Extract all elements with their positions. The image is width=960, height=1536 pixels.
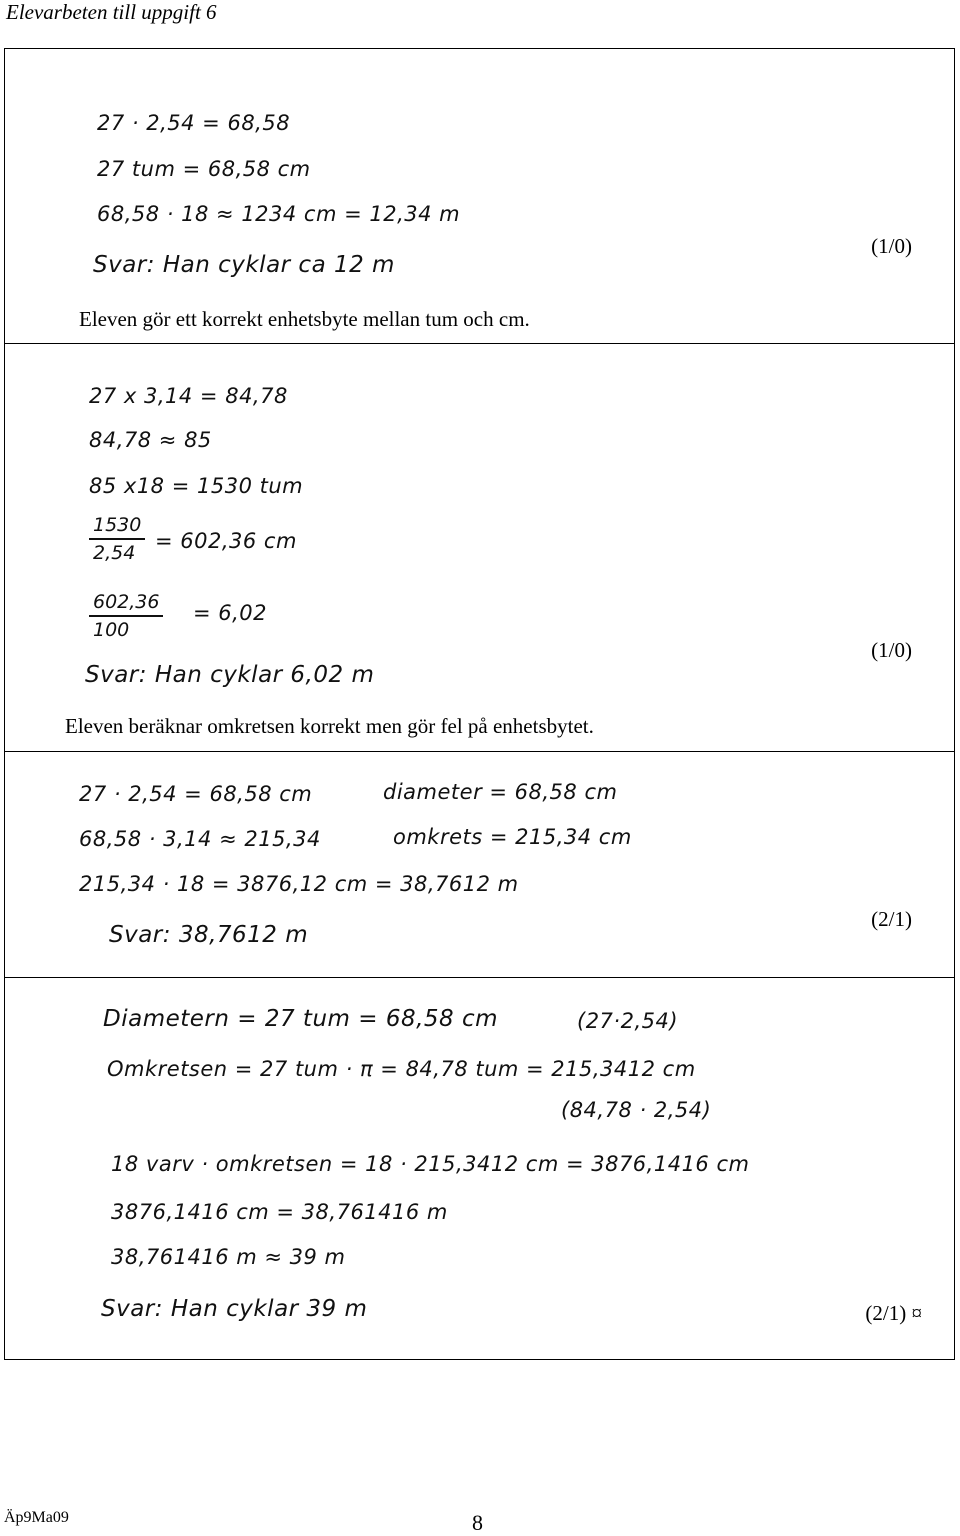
fraction	[89, 514, 145, 564]
handwritten-line: 84,78 ≈ 85	[89, 428, 212, 452]
score: (2/1) ¤	[865, 1301, 922, 1325]
handwritten-line: (84,78 · 2,54)	[561, 1098, 712, 1122]
handwritten-line: = 602,36 cm	[155, 529, 297, 553]
handwritten-line: 27 tum = 68,58 cm	[97, 157, 311, 181]
handwritten-line: 68,58 · 3,14 ≈ 215,34	[79, 827, 321, 851]
page-number: 8	[472, 1510, 483, 1535]
footer-code: Äp9Ma09	[4, 1509, 69, 1526]
handwritten-line: 68,58 · 18 ≈ 1234 cm = 12,34 m	[97, 202, 461, 226]
handwritten-line: 38,761416 m ≈ 39 m	[111, 1245, 346, 1269]
handwritten-answer: Svar: Han cyklar ca 12 m	[93, 252, 395, 278]
handwritten-line: = 6,02	[193, 601, 268, 625]
handwritten-line: Diametern = 27 tum = 68,58 cm	[103, 1006, 499, 1032]
handwritten-line: omkrets = 215,34 cm	[393, 825, 632, 849]
handwritten-line: (27·2,54)	[577, 1009, 679, 1033]
handwritten-line: 27 · 2,54 = 68,58	[97, 111, 291, 135]
fraction	[89, 591, 163, 641]
fraction-numerator: 1530	[89, 514, 145, 540]
score: (2/1)	[871, 907, 912, 931]
handwritten-answer: Svar: Han cyklar 39 m	[101, 1296, 368, 1322]
handwritten-line: 18 varv · omkretsen = 18 · 215,3412 cm = 3876,1416 cm	[111, 1152, 750, 1176]
handwritten-line: 215,34 · 18 = 3876,12 cm = 38,7612 m	[79, 872, 519, 896]
assessment-comment: Eleven gör ett korrekt enhetsbyte mellan tum och cm.	[79, 307, 530, 331]
handwritten-line: diameter = 68,58 cm	[383, 780, 618, 804]
student-solution-4	[4, 977, 955, 1360]
fraction-denominator: 100	[93, 619, 130, 641]
handwritten-answer: Svar: 38,7612 m	[109, 922, 309, 948]
handwritten-line: 27 x 3,14 = 84,78	[89, 384, 288, 408]
score: (1/0)	[871, 638, 912, 662]
fraction-denominator: 2,54	[93, 542, 136, 564]
assessment-comment: Eleven beräknar omkretsen korrekt men gör fel på enhetsbytet.	[65, 714, 594, 738]
fraction-numerator: 602,36	[89, 591, 163, 617]
student-solution-1	[4, 48, 955, 344]
handwritten-line: 3876,1416 cm = 38,761416 m	[111, 1200, 448, 1224]
page-title: Elevarbeten till uppgift 6	[6, 0, 217, 24]
handwritten-line: 27 · 2,54 = 68,58 cm	[79, 782, 313, 806]
handwritten-line: 85 x18 = 1530 tum	[89, 474, 304, 498]
student-solution-2	[4, 343, 955, 752]
handwritten-answer: Svar: Han cyklar 6,02 m	[85, 662, 375, 688]
score: (1/0)	[871, 234, 912, 258]
handwritten-line: Omkretsen = 27 tum · π = 84,78 tum = 215,3412 cm	[107, 1057, 696, 1081]
student-solution-3	[4, 751, 955, 978]
